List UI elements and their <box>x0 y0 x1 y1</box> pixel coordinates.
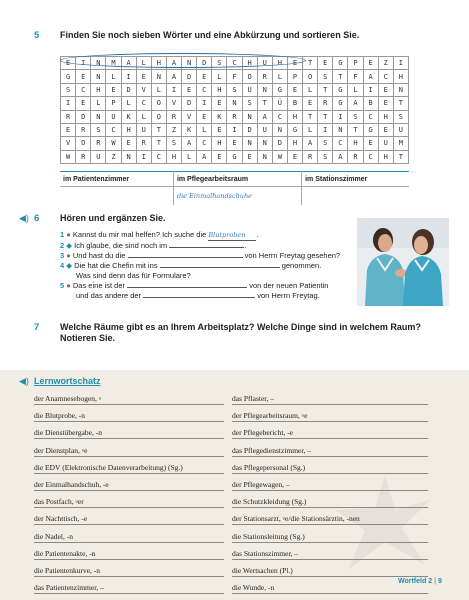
vocabulary-entry: das Stationszimmer, – <box>232 548 299 558</box>
grid-cell[interactable]: H <box>378 150 393 163</box>
grid-cell[interactable]: S <box>393 110 408 123</box>
grid-cell[interactable]: E <box>212 123 227 136</box>
dialogue-line: 5 ● Das eine ist der von der neuen Patientin <box>60 281 329 290</box>
vocabulary-entry: der Einmalhandschuh, -e <box>34 480 109 489</box>
translation-line[interactable] <box>34 438 224 439</box>
speaker-icon[interactable]: ◀) <box>19 376 29 386</box>
page-number: 9 <box>437 578 442 585</box>
vocabulary-entry: der Pflegewagen, – <box>232 480 290 489</box>
grid-cell[interactable]: T <box>151 137 166 150</box>
grid-cell[interactable]: H <box>212 137 227 150</box>
grid-cell[interactable]: D <box>272 137 287 150</box>
exercise-6-heading: Hören und ergänzen Sie. <box>60 213 166 223</box>
exercise-7-heading-line-1: Welche Räume gibt es an Ihrem Arbeitsplatz? Welche Dinge sind in welchem Raum? <box>60 322 421 332</box>
translation-line[interactable] <box>232 438 428 439</box>
grid-cell[interactable]: D <box>182 97 197 110</box>
grid-cell[interactable]: N <box>257 150 272 163</box>
grid-cell[interactable]: H <box>166 150 181 163</box>
grid-cell[interactable]: C <box>197 83 212 96</box>
vocabulary-entry: die Wunde, -n <box>232 583 275 593</box>
grid-cell[interactable]: A <box>348 97 363 110</box>
translation-line[interactable] <box>34 593 224 594</box>
grid-cell[interactable]: S <box>318 70 333 83</box>
grid-cell[interactable]: E <box>197 110 212 123</box>
grid-cell[interactable]: C <box>378 70 393 83</box>
nurses-photo <box>357 218 449 306</box>
grid-cell[interactable]: I <box>333 110 348 123</box>
vocabulary-entry: der Dienstplan, ⸚e <box>34 445 88 455</box>
grid-row <box>61 83 409 96</box>
grid-cell[interactable]: K <box>212 110 227 123</box>
dialogue-line: 3 ● Und hast du die von Herrn Freytag gesehen? <box>60 251 341 260</box>
vocabulary-entry: das Pflegepersonal (Sg.) <box>232 462 306 472</box>
grid-cell[interactable]: C <box>197 137 212 150</box>
translation-line[interactable] <box>232 490 428 491</box>
exercise-7-number: 7 <box>34 322 40 333</box>
grid-cell[interactable]: G <box>227 150 242 163</box>
grid-cell[interactable]: G <box>61 70 76 83</box>
grid-cell[interactable]: C <box>76 83 91 96</box>
grid-cell[interactable]: R <box>318 97 333 110</box>
grid-cell[interactable]: E <box>61 57 76 70</box>
grid-cell[interactable]: Z <box>106 150 121 163</box>
grid-row <box>61 110 409 123</box>
grid-cell[interactable]: N <box>257 137 272 150</box>
grid-cell[interactable]: S <box>212 57 227 70</box>
grid-cell[interactable]: A <box>182 137 197 150</box>
grid-cell[interactable]: E <box>287 57 302 70</box>
translation-line[interactable] <box>34 456 224 457</box>
grid-row <box>61 150 409 163</box>
grid-cell[interactable]: E <box>303 97 318 110</box>
grid-cell[interactable]: E <box>378 97 393 110</box>
grid-cell[interactable]: O <box>76 137 91 150</box>
grid-cell[interactable]: G <box>272 83 287 96</box>
column-header: im Stationszimmer <box>302 172 409 187</box>
grid-cell[interactable]: N <box>91 110 106 123</box>
grid-cell[interactable]: F <box>227 70 242 83</box>
vocabulary-entry: die EDV (Elektronische Datenverarbeitung) (Sg.) <box>34 462 183 472</box>
grid-cell[interactable]: T <box>257 97 272 110</box>
grid-cell[interactable]: O <box>151 110 166 123</box>
translation-line[interactable] <box>232 507 428 508</box>
grid-cell[interactable]: N <box>182 57 197 70</box>
translation-line[interactable] <box>232 404 428 405</box>
translation-line[interactable] <box>34 507 224 508</box>
grid-cell[interactable]: E <box>363 137 378 150</box>
grid-cell[interactable]: L <box>272 70 287 83</box>
grid-cell[interactable]: L <box>106 70 121 83</box>
grid-cell[interactable]: I <box>136 150 151 163</box>
grid-cell[interactable]: S <box>166 137 181 150</box>
grid-cell[interactable]: U <box>136 123 151 136</box>
vocabulary-entry: der Pflegebericht, -e <box>232 428 294 438</box>
grid-cell[interactable]: H <box>91 83 106 96</box>
grid-cell[interactable]: E <box>227 137 242 150</box>
column-header: im Pflegearbeitsraum <box>173 172 301 187</box>
grid-cell[interactable]: N <box>227 97 242 110</box>
grid-cell[interactable]: R <box>257 70 272 83</box>
grid-cell[interactable]: H <box>212 83 227 96</box>
grid-cell[interactable]: L <box>182 150 197 163</box>
grid-cell[interactable]: E <box>76 97 91 110</box>
translation-line[interactable] <box>34 542 224 543</box>
grid-cell[interactable]: L <box>197 123 212 136</box>
grid-row <box>61 70 409 83</box>
grid-cell[interactable]: L <box>348 83 363 96</box>
grid-cell[interactable]: R <box>303 150 318 163</box>
grid-cell[interactable]: P <box>348 57 363 70</box>
grid-cell[interactable]: A <box>197 150 212 163</box>
grid-cell[interactable]: N <box>333 123 348 136</box>
grid-cell[interactable]: E <box>76 70 91 83</box>
translation-line[interactable] <box>232 559 428 560</box>
grid-cell[interactable]: U <box>378 137 393 150</box>
grid-cell[interactable]: T <box>303 57 318 70</box>
grid-cell[interactable]: T <box>348 123 363 136</box>
translation-line[interactable] <box>232 524 428 525</box>
grid-cell[interactable]: E <box>106 83 121 96</box>
grid-cell[interactable]: H <box>287 137 302 150</box>
grid-cell[interactable]: S <box>91 123 106 136</box>
vocabulary-entry: das Pflegedienstzimmer, – <box>232 445 312 455</box>
grid-cell[interactable]: N <box>393 83 408 96</box>
grid-cell[interactable]: N <box>242 137 257 150</box>
grid-cell[interactable]: V <box>61 137 76 150</box>
example-answer: die Einmalhandschuhe <box>176 192 253 200</box>
grid-cell[interactable]: C <box>227 57 242 70</box>
grid-cell[interactable]: T <box>151 123 166 136</box>
vocabulary-entry: das Postfach, ⸚er <box>34 497 84 507</box>
grid-cell[interactable]: A <box>166 57 181 70</box>
grid-cell[interactable]: I <box>227 123 242 136</box>
vocabulary-entry: die Blutprobe, -n <box>34 411 86 421</box>
grid-cell[interactable]: N <box>151 70 166 83</box>
translation-line[interactable] <box>34 421 224 422</box>
grid-cell[interactable]: P <box>287 70 302 83</box>
grid-cell[interactable]: V <box>182 110 197 123</box>
grid-cell[interactable]: N <box>242 110 257 123</box>
grid-cell[interactable]: M <box>393 137 408 150</box>
grid-cell[interactable]: T <box>318 110 333 123</box>
vocabulary-entry: die Patientenakte, -n <box>34 548 96 558</box>
grid-cell[interactable]: I <box>318 123 333 136</box>
translation-line[interactable] <box>232 421 428 422</box>
grid-cell[interactable]: C <box>136 97 151 110</box>
grid-cell[interactable]: H <box>287 110 302 123</box>
grid-cell[interactable]: D <box>121 83 136 96</box>
grid-cell[interactable]: I <box>197 97 212 110</box>
grid-cell[interactable]: S <box>318 137 333 150</box>
grid-cell[interactable]: E <box>121 137 136 150</box>
answer-cell[interactable] <box>173 187 301 206</box>
grid-cell[interactable]: W <box>61 150 76 163</box>
grid-cell[interactable]: G <box>363 123 378 136</box>
grid-cell[interactable]: C <box>363 110 378 123</box>
grid-cell[interactable]: A <box>303 137 318 150</box>
dialogue-line: 4 ◆ Die hat die Chefin mit ins genommen. <box>60 261 322 270</box>
grid-cell[interactable]: L <box>136 57 151 70</box>
translation-line[interactable] <box>232 542 428 543</box>
grid-cell[interactable]: R <box>136 137 151 150</box>
grid-cell[interactable]: S <box>61 83 76 96</box>
grid-cell[interactable]: E <box>61 123 76 136</box>
grid-cell[interactable]: E <box>378 123 393 136</box>
grid-cell[interactable]: G <box>333 83 348 96</box>
grid-cell[interactable]: R <box>348 150 363 163</box>
grid-cell[interactable]: C <box>363 150 378 163</box>
translation-line[interactable] <box>34 490 224 491</box>
vocabulary-entry: die Schutzkleidung (Sg.) <box>232 497 307 507</box>
translation-line[interactable] <box>232 473 428 474</box>
grid-cell[interactable]: D <box>242 123 257 136</box>
grid-cell[interactable]: N <box>257 83 272 96</box>
grid-cell[interactable]: L <box>91 97 106 110</box>
grid-cell[interactable]: T <box>393 150 408 163</box>
dialogue-line: und das andere der von Herrn Freytag. <box>76 291 320 300</box>
grid-cell[interactable]: R <box>166 110 181 123</box>
grid-cell[interactable]: L <box>303 83 318 96</box>
grid-cell[interactable]: E <box>287 150 302 163</box>
translation-line[interactable] <box>232 576 428 577</box>
vocabulary-entry: das Patientenzimmer, – <box>34 583 104 593</box>
grid-cell[interactable]: E <box>287 83 302 96</box>
grid-cell[interactable]: O <box>151 97 166 110</box>
dialogue-line: 1 ● Kannst du mir mal helfen? Ich suche die Blutproben . <box>60 230 259 239</box>
translation-line[interactable] <box>232 456 428 457</box>
dialogue-line: Was sind denn das für Formulare? <box>76 271 191 280</box>
grid-cell[interactable]: L <box>303 123 318 136</box>
translation-line[interactable] <box>34 576 224 577</box>
grid-cell[interactable]: I <box>121 70 136 83</box>
grid-cell[interactable]: K <box>121 110 136 123</box>
grid-cell[interactable]: H <box>151 57 166 70</box>
grid-cell[interactable]: E <box>182 83 197 96</box>
grid-cell[interactable]: L <box>212 70 227 83</box>
grid-cell[interactable]: Ü <box>272 97 287 110</box>
grid-row <box>61 137 409 150</box>
grid-cell[interactable]: H <box>348 137 363 150</box>
grid-cell[interactable]: C <box>106 123 121 136</box>
grid-cell[interactable]: L <box>136 110 151 123</box>
grid-cell[interactable]: D <box>182 70 197 83</box>
grid-cell[interactable]: P <box>106 97 121 110</box>
grid-cell[interactable]: R <box>91 137 106 150</box>
grid-cell[interactable]: R <box>76 123 91 136</box>
grid-cell[interactable]: H <box>272 57 287 70</box>
grid-cell[interactable]: U <box>257 57 272 70</box>
found-word-highlight <box>60 53 306 68</box>
grid-cell[interactable]: R <box>76 150 91 163</box>
grid-cell[interactable]: N <box>272 123 287 136</box>
grid-cell[interactable]: H <box>378 110 393 123</box>
vocabulary-title: Lernwortschatz <box>34 376 101 386</box>
grid-cell[interactable]: O <box>303 70 318 83</box>
answer-cell[interactable] <box>60 187 173 206</box>
grid-cell[interactable]: D <box>197 57 212 70</box>
vocabulary-entry: der Pflegearbeitsraum, ⸚e <box>232 411 308 421</box>
grid-cell[interactable]: E <box>318 57 333 70</box>
translation-line[interactable] <box>34 404 224 405</box>
grid-cell[interactable]: R <box>227 110 242 123</box>
vocabulary-entry: der Stationsarzt, ⸚e/die Stationsärztin, -nen <box>232 514 360 524</box>
grid-cell[interactable]: H <box>393 70 408 83</box>
grid-cell[interactable]: M <box>106 57 121 70</box>
grid-cell[interactable]: G <box>333 97 348 110</box>
grid-cell[interactable]: N <box>91 57 106 70</box>
grid-cell[interactable]: U <box>91 150 106 163</box>
grid-cell[interactable]: W <box>106 137 121 150</box>
translation-line[interactable] <box>34 559 224 560</box>
grid-cell[interactable]: B <box>363 97 378 110</box>
grid-cell[interactable]: N <box>91 70 106 83</box>
grid-cell[interactable]: H <box>121 123 136 136</box>
grid-cell[interactable]: C <box>333 137 348 150</box>
grid-cell[interactable]: E <box>242 150 257 163</box>
grid-row <box>61 123 409 136</box>
grid-cell[interactable]: I <box>76 57 91 70</box>
grid-cell[interactable]: A <box>257 110 272 123</box>
grid-cell[interactable]: U <box>242 83 257 96</box>
exercise-5-heading: Finden Sie noch sieben Wörter und eine Abkürzung und sortieren Sie. <box>60 30 360 40</box>
grid-cell[interactable]: I <box>166 83 181 96</box>
grid-cell[interactable]: V <box>136 83 151 96</box>
vocabulary-entry: die Wertsachen (Pl.) <box>232 566 293 575</box>
grid-cell[interactable]: U <box>393 123 408 136</box>
grid-cell[interactable]: B <box>287 97 302 110</box>
grid-cell[interactable]: W <box>272 150 287 163</box>
grid-cell[interactable]: K <box>182 123 197 136</box>
grid-cell[interactable]: C <box>151 150 166 163</box>
grid-cell[interactable]: R <box>61 110 76 123</box>
grid-cell[interactable]: I <box>393 57 408 70</box>
grid-cell[interactable]: G <box>333 57 348 70</box>
vocabulary-entry: die Nadel, -n <box>34 531 73 541</box>
speaker-icon[interactable]: ◀) <box>19 213 29 223</box>
translation-line[interactable] <box>232 593 428 594</box>
grid-cell[interactable]: A <box>121 57 136 70</box>
grid-cell[interactable]: U <box>257 123 272 136</box>
vocabulary-entry: das Pflaster, – <box>232 394 274 403</box>
grid-cell[interactable]: E <box>212 97 227 110</box>
grid-cell[interactable]: T <box>303 110 318 123</box>
grid-cell[interactable]: Z <box>378 57 393 70</box>
grid-cell[interactable]: D <box>76 110 91 123</box>
grid-cell[interactable]: T <box>333 70 348 83</box>
dialogue <box>60 230 340 301</box>
dialogue-line: 2 ◆ Ich glaube, die sind noch im . <box>60 241 247 250</box>
grid-cell[interactable]: A <box>333 150 348 163</box>
grid-cell[interactable]: L <box>151 83 166 96</box>
grid-cell[interactable]: E <box>363 57 378 70</box>
grid-cell[interactable]: I <box>61 97 76 110</box>
exercise-7-heading-line-2: Notieren Sie. <box>60 333 116 343</box>
grid-cell[interactable]: S <box>318 150 333 163</box>
grid-cell[interactable]: L <box>121 97 136 110</box>
grid-cell[interactable]: N <box>121 150 136 163</box>
grid-cell[interactable]: H <box>242 57 257 70</box>
grid-cell[interactable]: A <box>166 70 181 83</box>
grid-cell[interactable]: S <box>242 97 257 110</box>
grid-cell[interactable]: I <box>363 83 378 96</box>
translation-line[interactable] <box>34 473 224 474</box>
grid-cell[interactable]: E <box>136 70 151 83</box>
grid-cell[interactable]: U <box>106 110 121 123</box>
grid-cell[interactable]: T <box>318 83 333 96</box>
grid-cell[interactable]: V <box>166 97 181 110</box>
grid-cell[interactable]: T <box>393 97 408 110</box>
vocabulary-entry: die Dienstübergabe, -n <box>34 428 102 438</box>
word-search-grid <box>60 56 409 164</box>
vocabulary-entry: die Stationsleitung (Sg.) <box>232 531 305 541</box>
grid-cell[interactable]: A <box>363 70 378 83</box>
grid-cell[interactable]: E <box>378 83 393 96</box>
vocabulary-entry: der Anamnesebogen, ⸚ <box>34 394 102 403</box>
column-header: im Patientenzimmer <box>60 172 173 187</box>
grid-cell[interactable]: Z <box>166 123 181 136</box>
grid-cell[interactable]: E <box>197 70 212 83</box>
section-label: Wortfeld 2 <box>398 578 433 585</box>
grid-cell[interactable]: G <box>287 123 302 136</box>
grid-cell[interactable]: E <box>212 150 227 163</box>
grid-cell[interactable]: O <box>242 70 257 83</box>
grid-cell[interactable]: S <box>348 110 363 123</box>
vocabulary-entry: der Nachttisch, -e <box>34 514 88 524</box>
exercise-5-number: 5 <box>34 30 40 41</box>
translation-line[interactable] <box>34 524 224 525</box>
exercise-6-number: 6 <box>34 213 40 224</box>
page-footer: Wortfeld 2 | 9 <box>398 578 442 585</box>
answer-cell[interactable] <box>302 187 409 206</box>
vocabulary-entry: die Patientenkurve, -n <box>34 566 101 575</box>
grid-cell[interactable]: C <box>272 110 287 123</box>
grid-cell[interactable]: F <box>348 70 363 83</box>
grid-cell[interactable]: S <box>227 83 242 96</box>
sorting-table <box>60 171 409 205</box>
grid-row <box>61 97 409 110</box>
